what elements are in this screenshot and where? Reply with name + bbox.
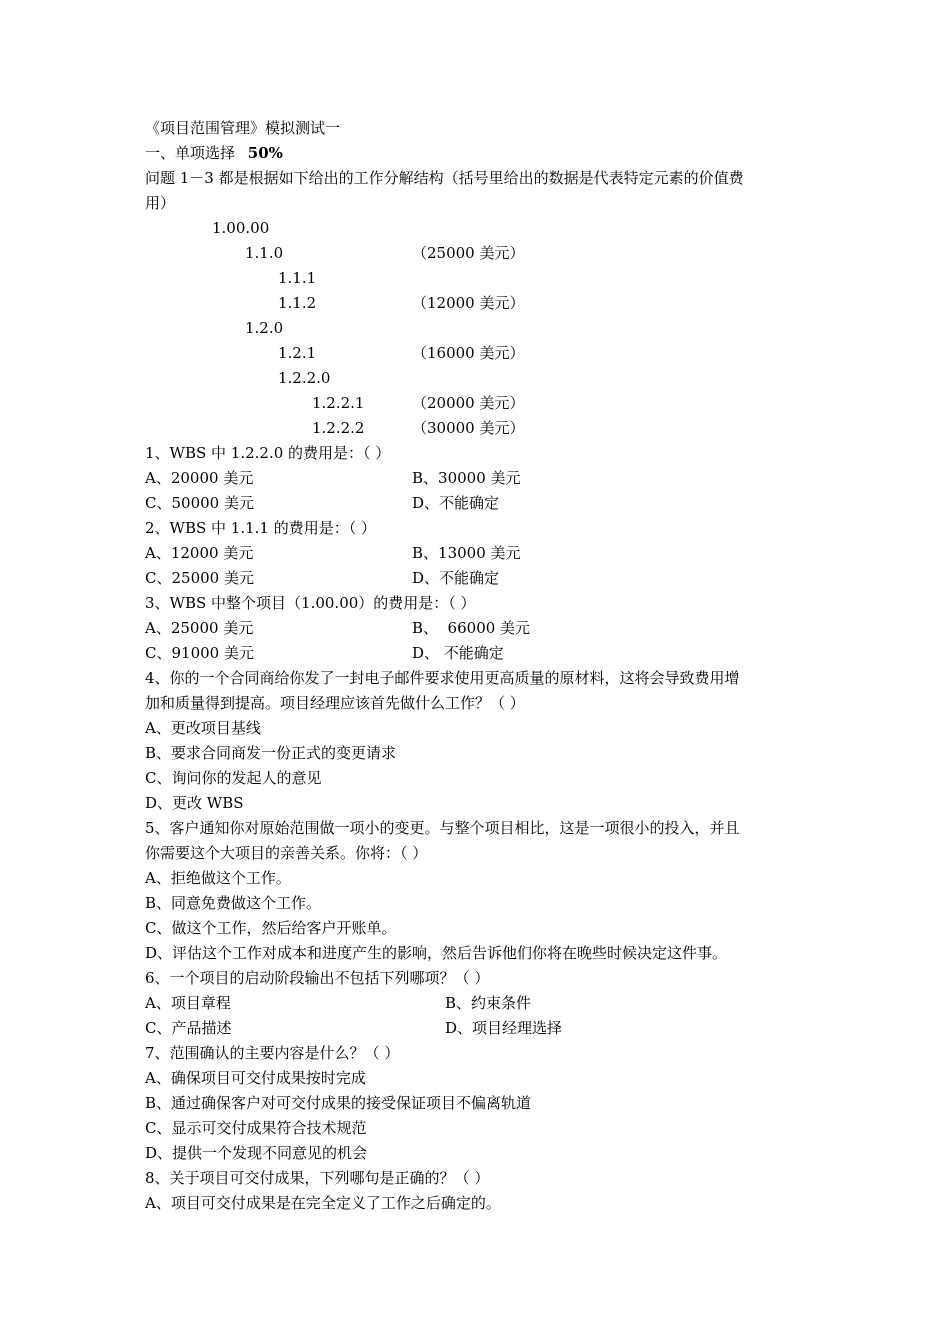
option-b: B、 66000 美元 bbox=[412, 619, 531, 637]
option-d: D、评估这个工作对成本和进度产生的影响，然后告诉他们你将在晚些时候决定这件事。 bbox=[145, 944, 728, 962]
wbs-code: 1.1.0 bbox=[245, 244, 284, 262]
option-b: B、通过确保客户对可交付成果的接受保证项目不偏离轨道 bbox=[145, 1094, 532, 1112]
intro-line-1: 问题 1－3 都是根据如下给出的工作分解结构（括号里给出的数据是代表特定元素的价值费 bbox=[145, 169, 744, 187]
option-d: D、不能确定 bbox=[412, 569, 500, 587]
option-a: A、更改项目基线 bbox=[145, 719, 261, 737]
question-stem: 5、客户通知你对原始范围做一项小的变更。与整个项目相比，这是一项很小的投入，并且 bbox=[145, 819, 740, 837]
option-c: C、25000 美元 bbox=[145, 569, 254, 587]
wbs-cost: （16000 美元） bbox=[412, 344, 525, 362]
option-a: A、25000 美元 bbox=[145, 619, 254, 637]
option-c: C、91000 美元 bbox=[145, 644, 254, 662]
option-c: C、询问你的发起人的意见 bbox=[145, 769, 322, 787]
option-d: D、项目经理选择 bbox=[445, 1019, 563, 1037]
option-c: C、产品描述 bbox=[145, 1019, 232, 1037]
question-stem: 7、范围确认的主要内容是什么？（ ） bbox=[145, 1044, 400, 1062]
option-d: D、更改 WBS bbox=[145, 794, 244, 812]
question-stem: 你需要这个大项目的亲善关系。你将：（ ） bbox=[145, 844, 428, 862]
intro-line-2: 用） bbox=[145, 194, 176, 212]
document-title: 《项目范围管理》模拟测试一 bbox=[145, 119, 341, 137]
wbs-code: 1.2.1 bbox=[278, 344, 317, 362]
option-d: D、提供一个发现不同意见的机会 bbox=[145, 1144, 368, 1162]
section-heading bbox=[145, 141, 283, 166]
option-b: B、13000 美元 bbox=[412, 544, 521, 562]
wbs-code: 1.1.1 bbox=[278, 269, 317, 287]
section-weight: 50% bbox=[247, 144, 283, 162]
section-label: 一、单项选择 bbox=[145, 144, 236, 162]
wbs-code: 1.2.2.1 bbox=[312, 394, 365, 412]
option-a: A、12000 美元 bbox=[145, 544, 254, 562]
question-stem: 4、你的一个合同商给你发了一封电子邮件要求使用更高质量的原材料，这将会导致费用增 bbox=[145, 669, 740, 687]
question-stem: 3、WBS 中整个项目（1.00.00）的费用是：（ ） bbox=[145, 594, 476, 612]
option-b: B、约束条件 bbox=[445, 994, 532, 1012]
option-b: B、30000 美元 bbox=[412, 469, 521, 487]
wbs-code: 1.1.2 bbox=[278, 294, 317, 312]
option-a: A、拒绝做这个工作。 bbox=[145, 869, 291, 887]
option-a: A、项目可交付成果是在完全定义了工作之后确定的。 bbox=[145, 1194, 501, 1212]
wbs-code: 1.2.2.0 bbox=[278, 369, 331, 387]
wbs-code: 1.00.00 bbox=[212, 219, 270, 237]
option-a: A、20000 美元 bbox=[145, 469, 254, 487]
question-stem: 6、一个项目的启动阶段输出不包括下列哪项？（ ） bbox=[145, 969, 490, 987]
option-b: B、同意免费做这个工作。 bbox=[145, 894, 322, 912]
option-a: A、确保项目可交付成果按时完成 bbox=[145, 1069, 366, 1087]
wbs-cost: （25000 美元） bbox=[412, 244, 525, 262]
question-stem: 1、WBS 中 1.2.2.0 的费用是：（ ） bbox=[145, 444, 391, 462]
wbs-cost: （20000 美元） bbox=[412, 394, 525, 412]
option-d: D、不能确定 bbox=[412, 494, 500, 512]
wbs-cost: （12000 美元） bbox=[412, 294, 525, 312]
question-stem: 加和质量得到提高。项目经理应该首先做什么工作？（ ） bbox=[145, 694, 525, 712]
question-stem: 8、关于项目可交付成果，下列哪句是正确的？（ ） bbox=[145, 1169, 490, 1187]
option-c: C、50000 美元 bbox=[145, 494, 254, 512]
question-stem: 2、WBS 中 1.1.1 的费用是：（ ） bbox=[145, 519, 376, 537]
wbs-code: 1.2.0 bbox=[245, 319, 284, 337]
option-b: B、要求合同商发一份正式的变更请求 bbox=[145, 744, 397, 762]
option-a: A、项目章程 bbox=[145, 994, 231, 1012]
option-c: C、做这个工作，然后给客户开账单。 bbox=[145, 919, 397, 937]
wbs-code: 1.2.2.2 bbox=[312, 419, 365, 437]
option-c: C、显示可交付成果符合技术规范 bbox=[145, 1119, 367, 1137]
wbs-cost: （30000 美元） bbox=[412, 419, 525, 437]
option-d: D、 不能确定 bbox=[412, 644, 504, 662]
